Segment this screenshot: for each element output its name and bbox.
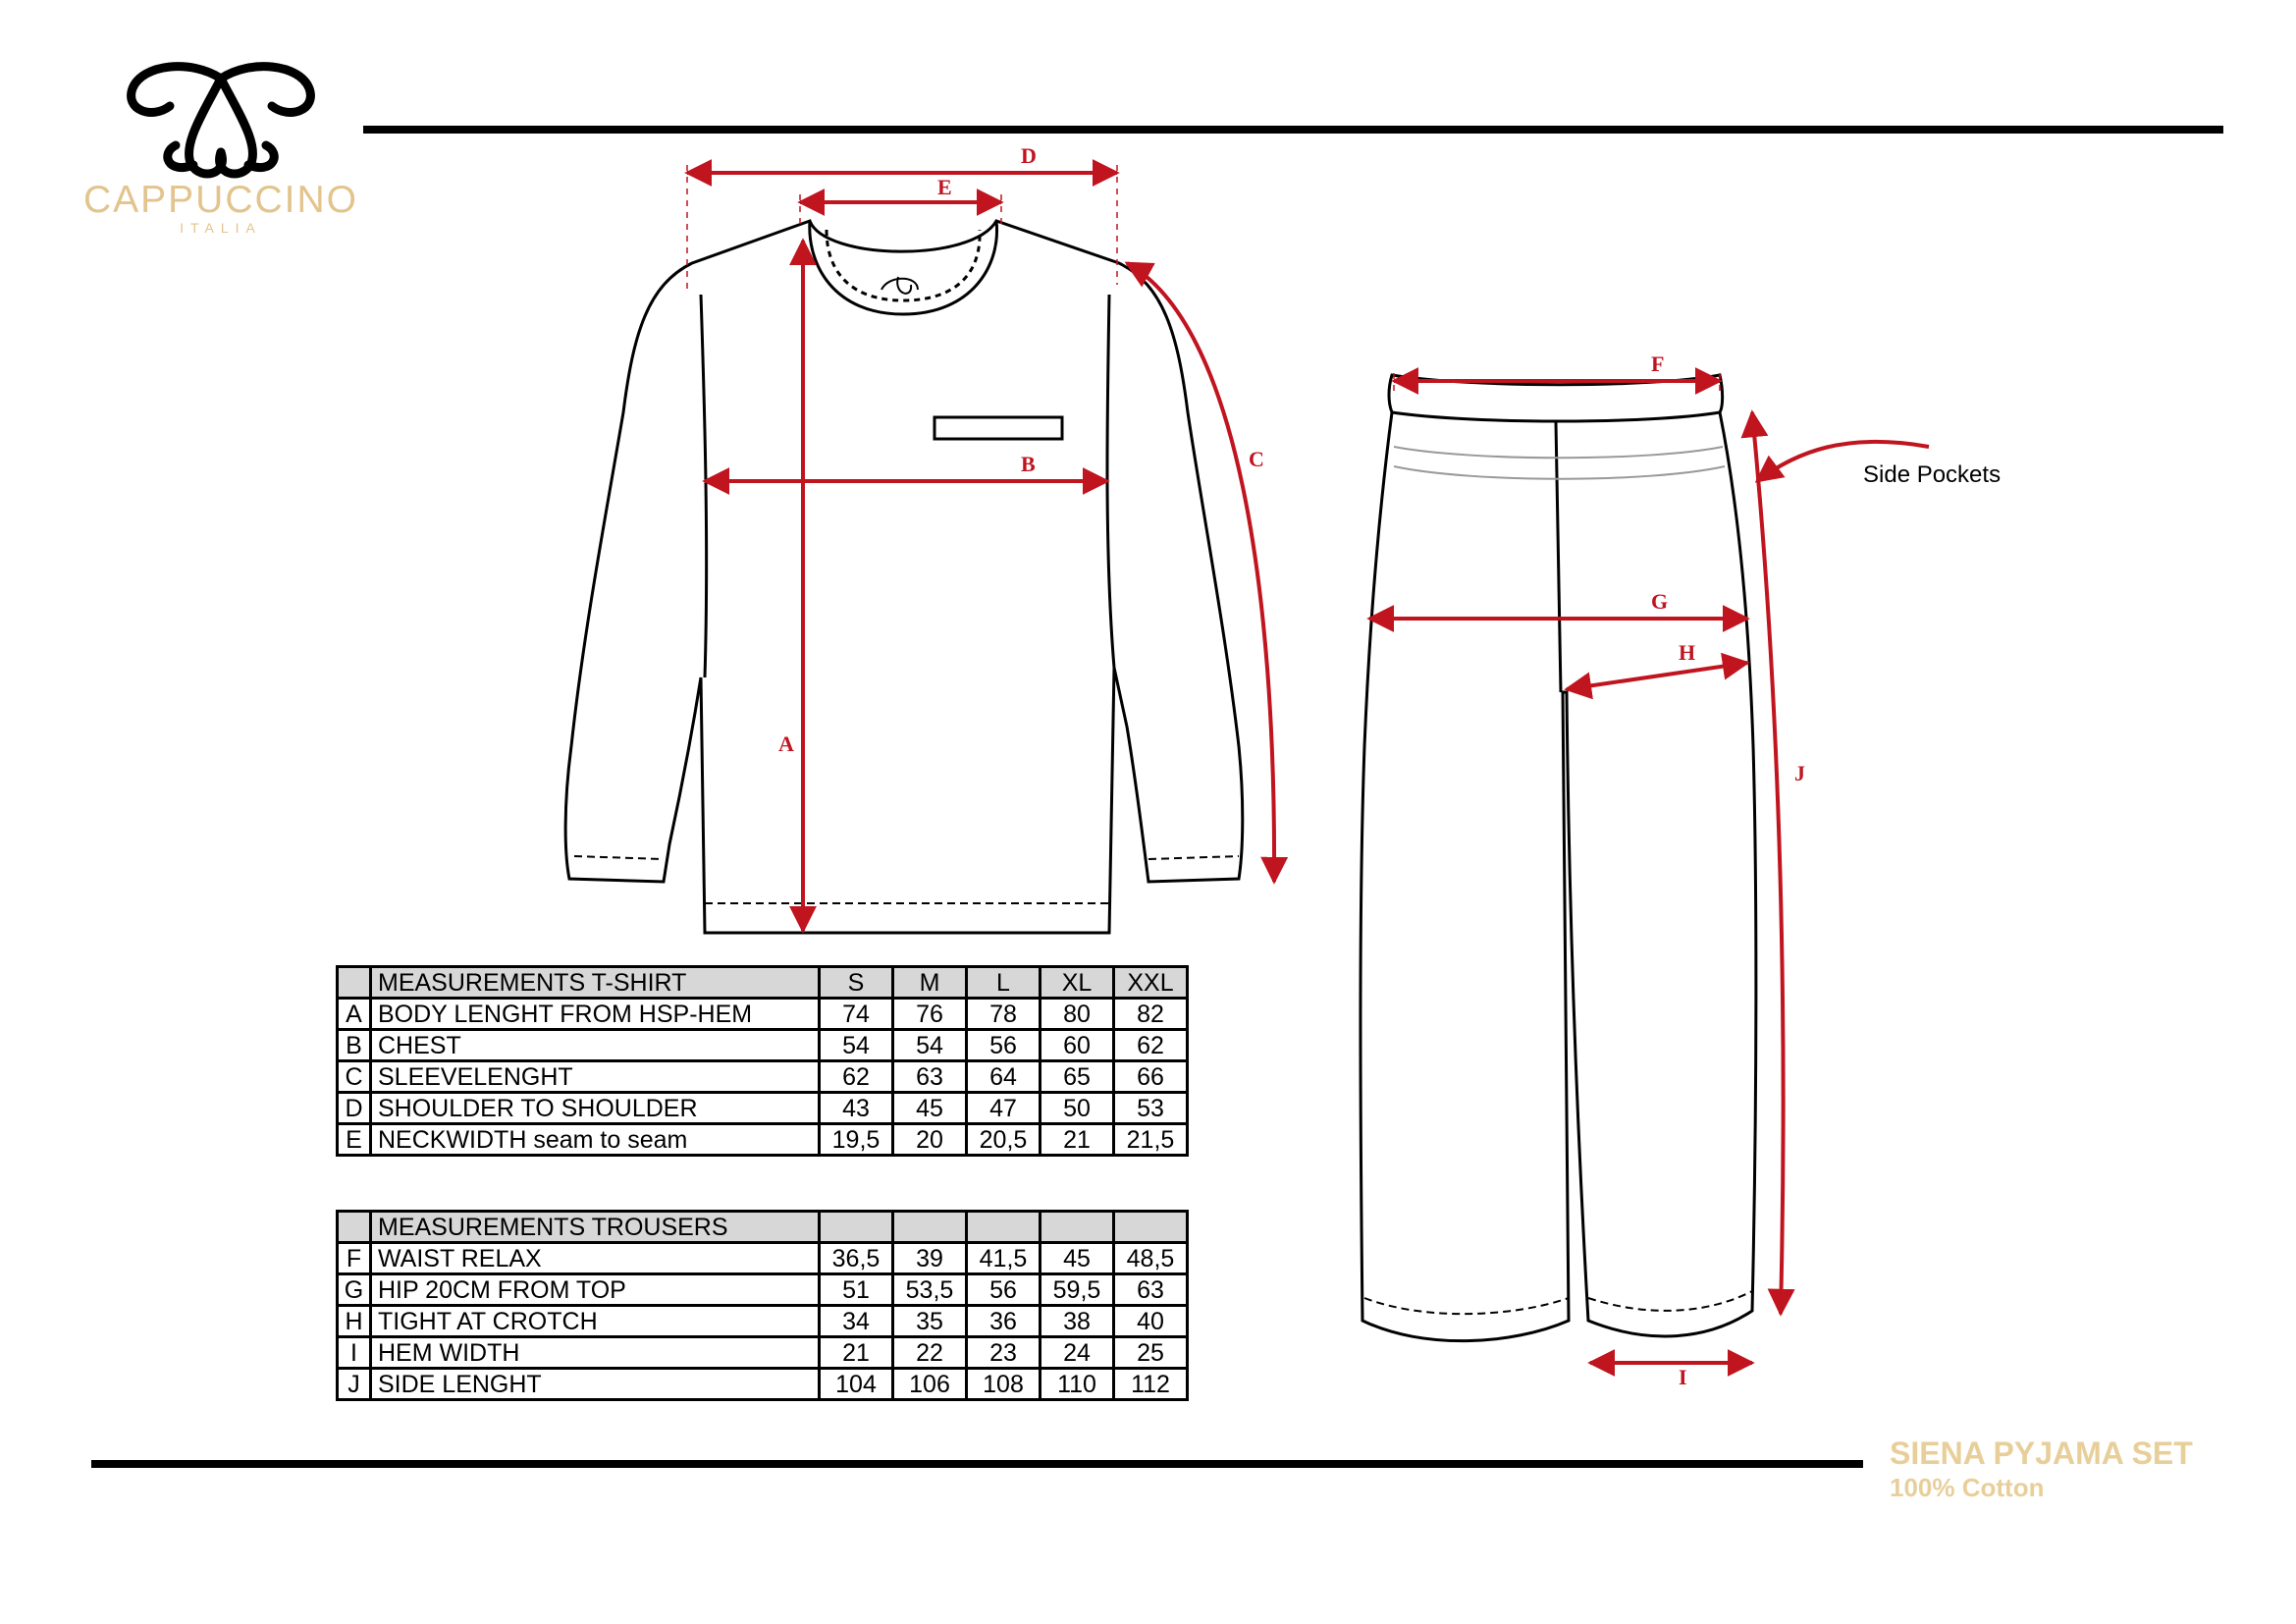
row-code: H (338, 1306, 371, 1337)
trousers-measurements-table (336, 1210, 1189, 1401)
value-cell: 20,5 (967, 1124, 1041, 1156)
header-code-cell (338, 1212, 371, 1243)
header-label: MEASUREMENTS TROUSERS (371, 1212, 820, 1243)
header-code-cell (338, 967, 371, 999)
row-label: NECKWIDTH seam to seam (371, 1124, 820, 1156)
table-header-row (338, 967, 1188, 999)
table-row (338, 1337, 1188, 1369)
value-cell: 35 (893, 1306, 967, 1337)
table-row (338, 1030, 1188, 1061)
row-label: SHOULDER TO SHOULDER (371, 1093, 820, 1124)
row-code: D (338, 1093, 371, 1124)
value-cell: 50 (1041, 1093, 1114, 1124)
table-header-row (338, 1212, 1188, 1243)
table-row (338, 999, 1188, 1030)
size-header (967, 1212, 1041, 1243)
row-label: WAIST RELAX (371, 1243, 820, 1274)
value-cell: 34 (820, 1306, 893, 1337)
dimension-label-h: H (1679, 640, 1696, 665)
value-cell: 104 (820, 1369, 893, 1400)
row-code: E (338, 1124, 371, 1156)
value-cell: 53,5 (893, 1274, 967, 1306)
value-cell: 40 (1114, 1306, 1188, 1337)
value-cell: 108 (967, 1369, 1041, 1400)
row-code: G (338, 1274, 371, 1306)
row-label: SIDE LENGHT (371, 1369, 820, 1400)
dimension-label-f: F (1651, 352, 1665, 376)
dimension-label-j: J (1794, 761, 1805, 785)
value-cell: 74 (820, 999, 893, 1030)
row-code: A (338, 999, 371, 1030)
size-header: S (820, 967, 893, 999)
value-cell: 36 (967, 1306, 1041, 1337)
value-cell: 63 (893, 1061, 967, 1093)
row-code: J (338, 1369, 371, 1400)
value-cell: 21 (820, 1337, 893, 1369)
dimension-label-i: I (1679, 1365, 1687, 1389)
table-row (338, 1093, 1188, 1124)
size-header (820, 1212, 893, 1243)
value-cell: 56 (967, 1274, 1041, 1306)
value-cell: 43 (820, 1093, 893, 1124)
dimension-label-c: C (1249, 447, 1264, 471)
row-label: CHEST (371, 1030, 820, 1061)
value-cell: 54 (893, 1030, 967, 1061)
table-row (338, 1369, 1188, 1400)
table-row (338, 1306, 1188, 1337)
value-cell: 21,5 (1114, 1124, 1188, 1156)
value-cell: 66 (1114, 1061, 1188, 1093)
value-cell: 82 (1114, 999, 1188, 1030)
table-row (338, 1124, 1188, 1156)
side-pockets-label: Side Pockets (1863, 461, 2002, 488)
value-cell: 112 (1114, 1369, 1188, 1400)
value-cell: 22 (893, 1337, 967, 1369)
table-row (338, 1274, 1188, 1306)
size-header (893, 1212, 967, 1243)
size-header: L (967, 967, 1041, 999)
value-cell: 59,5 (1041, 1274, 1114, 1306)
trousers-drawing (1361, 375, 1756, 1341)
value-cell: 36,5 (820, 1243, 893, 1274)
value-cell: 24 (1041, 1337, 1114, 1369)
header-label: MEASUREMENTS T-SHIRT (371, 967, 820, 999)
table-row (338, 1061, 1188, 1093)
value-cell: 47 (967, 1093, 1041, 1124)
dimension-label-d: D (1021, 143, 1037, 168)
value-cell: 45 (1041, 1243, 1114, 1274)
row-code: C (338, 1061, 371, 1093)
row-label: BODY LENGHT FROM HSP-HEM (371, 999, 820, 1030)
value-cell: 110 (1041, 1369, 1114, 1400)
product-title: SIENA PYJAMA SET (1890, 1435, 2193, 1471)
value-cell: 38 (1041, 1306, 1114, 1337)
brand-name: CAPPUCCINO (82, 179, 359, 221)
value-cell: 19,5 (820, 1124, 893, 1156)
value-cell: 56 (967, 1030, 1041, 1061)
value-cell: 78 (967, 999, 1041, 1030)
tshirt-drawing (565, 221, 1243, 933)
value-cell: 41,5 (967, 1243, 1041, 1274)
value-cell: 25 (1114, 1337, 1188, 1369)
value-cell: 60 (1041, 1030, 1114, 1061)
dimension-label-a: A (778, 731, 794, 756)
value-cell: 63 (1114, 1274, 1188, 1306)
row-label: TIGHT AT CROTCH (371, 1306, 820, 1337)
value-cell: 80 (1041, 999, 1114, 1030)
value-cell: 64 (967, 1061, 1041, 1093)
value-cell: 39 (893, 1243, 967, 1274)
dimension-label-g: G (1651, 589, 1669, 614)
table-row (338, 1243, 1188, 1274)
brand-subtitle: ITALIA (180, 220, 262, 236)
tshirt-measurements-table (336, 965, 1189, 1157)
row-code: B (338, 1030, 371, 1061)
dimension-label-b: B (1021, 452, 1036, 476)
row-label: SLEEVELENGHT (371, 1061, 820, 1093)
value-cell: 54 (820, 1030, 893, 1061)
value-cell: 53 (1114, 1093, 1188, 1124)
value-cell: 62 (820, 1061, 893, 1093)
value-cell: 23 (967, 1337, 1041, 1369)
value-cell: 76 (893, 999, 967, 1030)
value-cell: 48,5 (1114, 1243, 1188, 1274)
row-code: I (338, 1337, 371, 1369)
row-label: HEM WIDTH (371, 1337, 820, 1369)
value-cell: 45 (893, 1093, 967, 1124)
size-header: XL (1041, 967, 1114, 999)
value-cell: 106 (893, 1369, 967, 1400)
value-cell: 51 (820, 1274, 893, 1306)
value-cell: 65 (1041, 1061, 1114, 1093)
dimension-lines (687, 173, 1929, 1363)
value-cell: 62 (1114, 1030, 1188, 1061)
value-cell: 21 (1041, 1124, 1114, 1156)
size-header (1041, 1212, 1114, 1243)
size-header: XXL (1114, 967, 1188, 999)
value-cell: 20 (893, 1124, 967, 1156)
row-label: HIP 20CM FROM TOP (371, 1274, 820, 1306)
product-fabric: 100% Cotton (1890, 1473, 2045, 1502)
dimension-label-e: E (937, 175, 952, 199)
row-code: F (338, 1243, 371, 1274)
size-header (1114, 1212, 1188, 1243)
size-header: M (893, 967, 967, 999)
